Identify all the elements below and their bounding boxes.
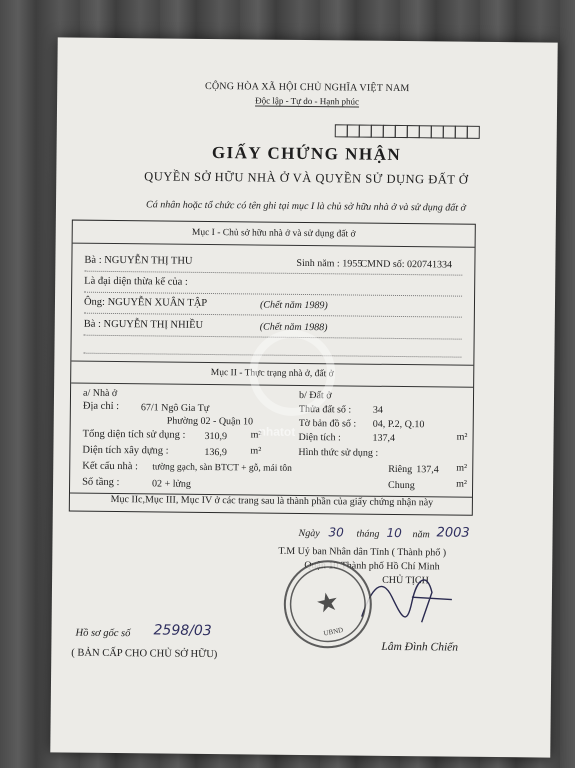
parcel-label: Thửa đất số : (298, 403, 352, 416)
appendix-note: Mục IIc,Mục III, Mục IV ở các trang sau là thành phần của giấy chứng nhận này (110, 493, 434, 509)
heir1-name: Ông: NGUYỄN XUÂN TẬP (83, 296, 208, 309)
land-area-unit: m² (456, 431, 468, 443)
built-area-label: Diện tích xây dựng : (82, 444, 169, 457)
date-year: 2003 (436, 525, 470, 541)
heir1-death-note: (Chết năm 1989) (259, 299, 328, 312)
authority-line1: T.M Uỷ ban Nhân dân Tỉnh ( Thành phố ) (278, 545, 447, 559)
usage-label: Hình thức sử dụng : (298, 446, 379, 459)
built-area-unit: m² (250, 445, 262, 457)
heir2-death-note: (Chết năm 1988) (259, 321, 328, 334)
heir2-name: Bà : NGUYỄN THỊ NHIỀU (83, 318, 204, 331)
dotted-line (84, 292, 462, 297)
address-label: Địa chỉ : (82, 400, 120, 413)
heir-label: Là đại diện thừa kế của : (84, 275, 188, 288)
dotted-line (84, 313, 462, 318)
official-seal: ★ UBND (276, 552, 380, 656)
date-day: 30 (328, 525, 344, 540)
land-area-value: 137,4 (372, 432, 396, 444)
owner-name: Bà : NGUYỄN THỊ THU (84, 254, 193, 267)
floors-label: Số tầng : (82, 476, 120, 489)
motto: Độc lập - Tự do - Hạnh phúc (255, 95, 360, 107)
intro-text: Cá nhân hoặc tổ chức có tên ghi tại mục I là chủ sở hữu nhà ở và sử dụng đất ở (146, 199, 466, 214)
address-line2: Phường 02 - Quận 10 (166, 415, 254, 428)
serial-boxes (335, 124, 479, 139)
address-line1: 67/1 Ngô Gia Tự (140, 402, 210, 415)
authority-role: CHỦ TỊCH (382, 574, 429, 587)
house-label: a/ Nhà ở (82, 387, 118, 400)
record-number: 2598/03 (153, 622, 212, 640)
total-area-unit: m² (250, 429, 262, 441)
land-area-label: Diện tích : (298, 431, 341, 444)
total-area-value: 310,9 (204, 430, 228, 443)
date-month: 10 (386, 525, 402, 541)
shared-label: Chung (388, 479, 415, 492)
land-label: b/ Đất ở (298, 389, 332, 402)
built-area-value: 136,9 (204, 446, 227, 459)
date-year-label: năm (412, 529, 430, 541)
country-header: CỘNG HÒA XÃ HỘI CHỦ NGHĨA VIỆT NAM (204, 80, 410, 95)
floors-value: 02 + lửng (152, 478, 191, 490)
date-month-label: tháng (356, 528, 380, 540)
owner-id-number: CMND số: 020741334 (360, 258, 453, 271)
watermark-text: nhatot (258, 424, 296, 439)
total-area-label: Tổng diện tích sử dụng : (82, 428, 186, 441)
dotted-line (84, 271, 462, 276)
authority-line2: Quận 10 Thành phố Hồ Chí Minh (304, 560, 440, 573)
structure-value: tường gạch, sàn BTCT + gỗ, mái tôn (152, 462, 292, 474)
map-label: Tờ bản đồ số : (298, 417, 357, 430)
shared-unit: m² (456, 478, 467, 490)
certificate-paper (50, 37, 557, 757)
record-label: Hồ sơ gốc số (75, 627, 131, 640)
structure-label: Kết cấu nhà : (82, 460, 139, 473)
document-subtitle: QUYỀN SỞ HỮU NHÀ Ở VÀ QUYỀN SỬ DỤNG ĐẤT Ở (144, 169, 469, 187)
record-copy-note: ( BẢN CẤP CHO CHỦ SỞ HỮU) (71, 647, 218, 661)
parcel-value: 34 (372, 404, 383, 416)
private-label: Riêng (388, 463, 413, 476)
divider (73, 243, 475, 248)
section1-heading: Mục I - Chủ sở hữu nhà ở và sử dụng đất ở (191, 227, 356, 240)
owner-birth-year: Sinh năm : 1955 (296, 257, 363, 270)
section2-heading: Mục II - Thực trạng nhà ở, đất ở (210, 368, 334, 380)
private-unit: m² (456, 462, 468, 474)
document-title: GIẤY CHỨNG NHẬN (211, 143, 402, 165)
signer-name: Lâm Đình Chiến (381, 640, 459, 654)
date-day-label: Ngày (298, 527, 320, 540)
watermark-logo-icon (249, 329, 336, 416)
map-value: 04, P.2, Q.10 (372, 418, 425, 431)
private-value: 137,4 (416, 464, 439, 476)
